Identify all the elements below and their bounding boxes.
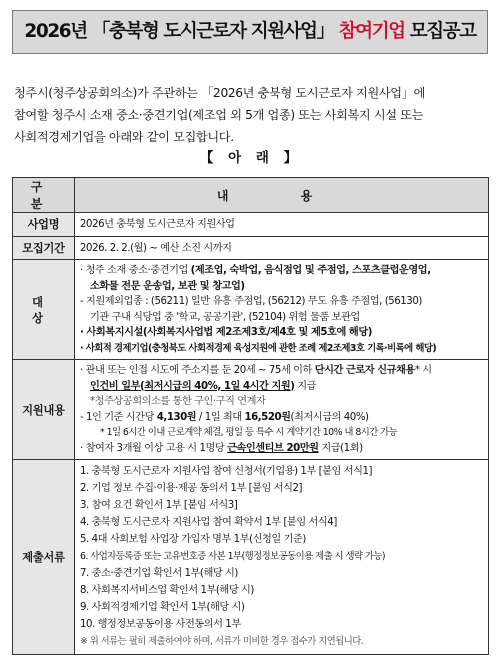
title-bracket-open: 「 (91, 21, 109, 42)
table-row (13, 213, 489, 237)
support-line-2b: 지급 (294, 380, 317, 392)
title-recruitment-notice: 모집공고 (404, 21, 476, 42)
support-content (75, 360, 489, 460)
period-label: 모집기간 (13, 236, 75, 260)
project-value: 2026년 충북형 도시근로자 지원사업 (75, 213, 489, 237)
notice-title (12, 10, 488, 54)
support-line-6b: 근속인센티브 20만원 (227, 442, 319, 454)
table-row (13, 360, 489, 460)
documents-label: 제출서류 (13, 460, 75, 655)
support-line (80, 410, 485, 426)
support-line-2a: 인건비 일부(최저시급의 40%, 1일 4시간 지원) (90, 380, 295, 392)
document-item: 7. 중소·중견기업 확인서 1부(해당 시) (80, 568, 238, 579)
target-line: · 사회복지시설(사회복지사업법 제2조제3호/제4호 및 제5호에 해당) (80, 327, 372, 338)
support-line-1b: 단시간 근로자 신규채용 (314, 365, 415, 376)
support-line-6c: 지급(1회) (318, 442, 363, 454)
support-line-4c: / 1일 최대 (196, 411, 245, 423)
target-line: - 지원제외업종 : (56211) 일반 유흥 주점업, (56212) 무도 유흥 주점업, (56130) (80, 296, 422, 307)
support-line-4e: (최저시급의 40%) (290, 411, 369, 423)
document-item: 6. 사업자등록증 또는 고유번호증 사본 1부(행정정보공동이용 제출 시 생략 가능) (80, 551, 386, 562)
title-bracket-close: 」 (316, 21, 334, 42)
target-line-1b: (제조업, 숙박업, 음식점업 및 주점업, 스포츠클럽운영업, (190, 265, 431, 276)
title-program-name: 충북형 도시근로자 지원사업 (108, 21, 317, 42)
support-line-4a: - 1인 기준 시간당 (80, 411, 157, 423)
documents-note: ※ 위 서류는 필히 제출하여야 하며, 서류가 미비한 경우 접수가 지연됩니다. (80, 636, 364, 647)
table-row (13, 260, 489, 360)
title-year: 2026년 (24, 21, 92, 42)
support-line-4d: 16,520원 (244, 411, 291, 423)
document-item: 2. 기업 정보 수집·이용·제공 동의서 1부 [붙임 서식2] (80, 483, 303, 494)
notice-heading: 【 아 래 】 (199, 150, 303, 166)
support-line (80, 379, 485, 395)
target-line: · 사회적 경제기업(충청북도 사회적경제 육성지원에 관한 조례 제2조제3호 기록·비록에 해당) (80, 342, 437, 354)
support-label: 지원내용 (13, 360, 75, 460)
document-item: 10. 행정정보공동이용 사전동의서 1부 (80, 619, 241, 630)
support-line (80, 363, 485, 379)
intro-line: 참여할 청주시 소재 중소·중견기업(제조업 외 5개 업종) 또는 사회복지 시설 또는 (14, 108, 424, 122)
document-item: 1. 충북형 도시근로자 지원사업 참여 신청서(기업용) 1부 [붙임 서식1] (80, 466, 373, 477)
table-row (13, 460, 489, 655)
project-label: 사업명 (13, 213, 75, 237)
intro-paragraph (14, 82, 488, 148)
support-line: *청주상공회의소를 통한 구인·구직 연계자 (90, 396, 266, 407)
document-item: 8. 사회복지서비스업 확인서 1부(해당 시) (80, 585, 254, 596)
support-line-1a: · 관내 또는 인접 시도에 주소지를 둔 20세 ~ 75세 이하 (80, 365, 315, 376)
support-line (80, 441, 485, 457)
period-value: 2026. 2. 2.(월) ~ 예산 소진 시까지 (75, 236, 489, 260)
intro-line: 청주시(청주상공회의소)가 주관하는 「2026년 충북형 도시근로자 지원사업」에 (14, 86, 425, 100)
header-content: 내 용 (75, 178, 489, 213)
header-category: 구 분 (13, 178, 75, 213)
documents-content (75, 460, 489, 655)
target-content (75, 260, 489, 360)
support-line-1c: * 시 (414, 365, 432, 376)
target-line (80, 263, 485, 279)
table-header-row (13, 178, 489, 213)
target-line: 기관 구내 식당업 중 '학교, 공공기관', (52104) 위험 물품 보관업 (90, 311, 360, 323)
target-line-1a: · 청주 소재 중소·중견기업 (80, 265, 191, 276)
document-item: 3. 참여 요건 확인서 1부 [붙임 서식3] (80, 500, 238, 511)
target-label: 대 상 (13, 260, 75, 360)
document-item: 5. 4대 사회보험 사업장 가입자 명부 1부(신청일 기준) (80, 534, 306, 545)
support-line: * 1일 6시간 이내 근로계약 체결, 평일 등 특수 시 계약기간 10% 내 8시간 가능 (100, 427, 398, 438)
document-item: 4. 충북형 도시근로자 지원사업 참여 확약서 1부 [붙임 서식4] (80, 517, 337, 528)
target-line: 소화물 전문 운송업, 보관 및 창고업) (90, 280, 245, 292)
details-table (12, 177, 489, 655)
support-line-6a: · 참여자 3개월 이상 고용 시 1명당 (80, 442, 228, 454)
table-row (13, 236, 489, 260)
document-item: 9. 사회적경제기업 확인서 1부(해당 시) (80, 602, 245, 613)
title-participating-company: 참여기업 (333, 21, 405, 42)
intro-line: 사회적경제기업을 아래와 같이 모집합니다. (14, 130, 234, 144)
support-line-4b: 4,130원 (156, 411, 197, 423)
